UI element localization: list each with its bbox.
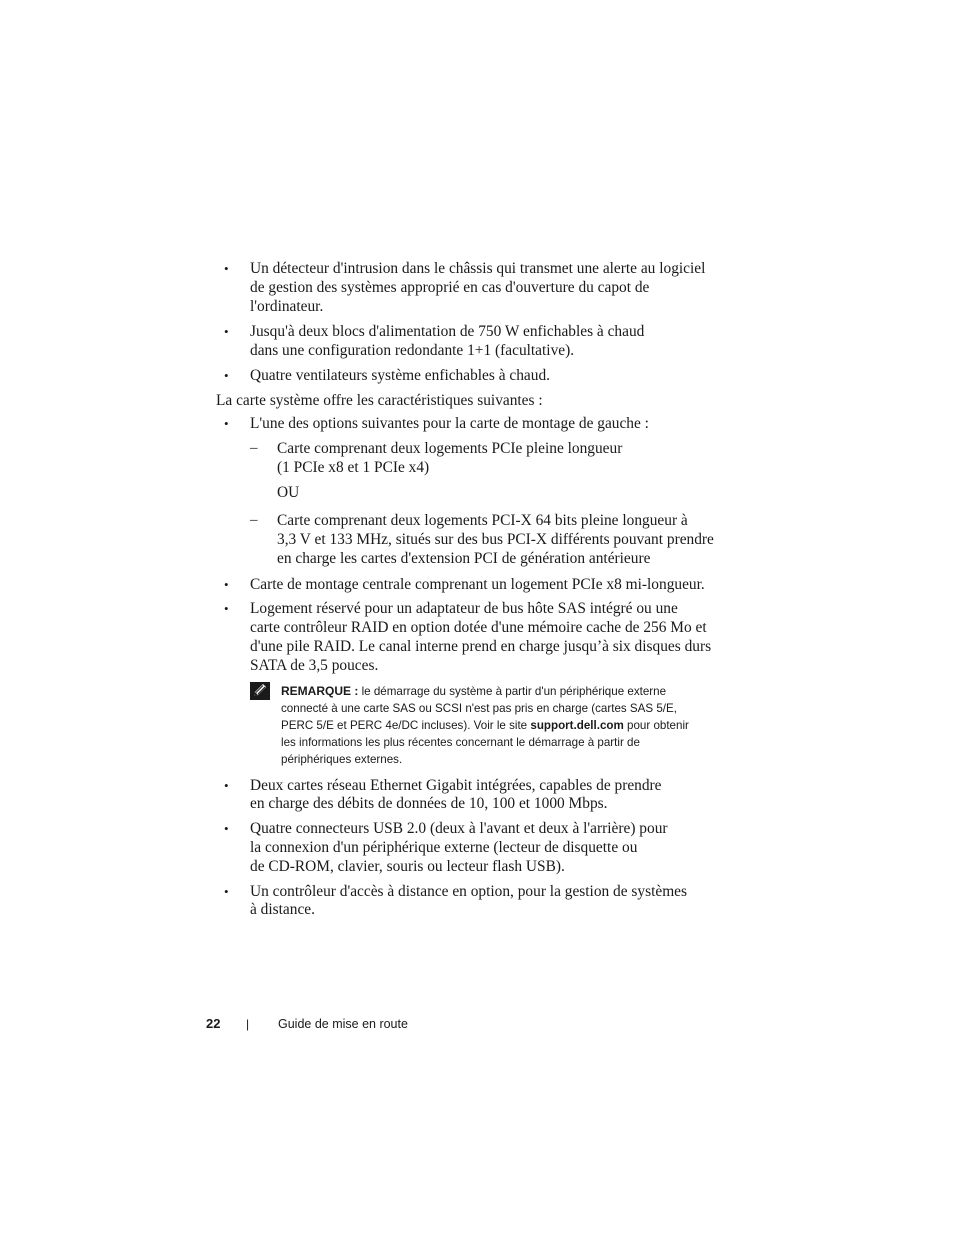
riser-option1-line1: Carte comprenant deux logements PCIe pleine longueur (277, 440, 623, 457)
list1-item1-line1: Un détecteur d'intrusion dans le châssis qui transmet une alerte au logiciel (250, 260, 706, 277)
sas-item-line2: carte contrôleur RAID en option dotée d'une mémoire cache de 256 Mo et (250, 619, 707, 636)
page-number: 22 (206, 1016, 221, 1031)
or-text: OU (277, 484, 300, 501)
note-text-line3-end: pour obtenir (627, 719, 689, 732)
riser-option2-line1: Carte comprenant deux logements PCI-X 64 bits pleine longueur à (277, 512, 688, 529)
note-text-line2: connecté à une carte SAS ou SCSI n'est pas pris en charge (cartes SAS 5/E, (281, 702, 677, 715)
note-text-line4: les informations les plus récentes concernant le démarrage à partir de (281, 736, 640, 749)
list1-item1-line2: de gestion des systèmes approprié en cas d'ouverture du capot de (250, 279, 650, 296)
bullet-marker: • (224, 821, 229, 836)
bullet-marker: • (224, 368, 229, 383)
note-line3 (281, 717, 689, 734)
list2-item3-line1: Un contrôleur d'accès à distance en option, pour la gestion de systèmes (250, 883, 688, 900)
list2-item1-line2: en charge des débits de données de 10, 100 et 1000 Mbps. (250, 795, 608, 812)
note-text-line1: le démarrage du système à partir d'un périphérique externe (361, 685, 667, 698)
bullet-marker: • (224, 416, 229, 431)
bullet-marker: • (224, 261, 229, 276)
dash-marker: – (250, 512, 258, 528)
bullet-marker: • (224, 778, 229, 793)
footer-separator: | (246, 1017, 250, 1031)
support-link[interactable]: support.dell.com (530, 719, 624, 732)
bullet-marker: • (224, 577, 229, 592)
note-text-line3: PERC 5/E et PERC 4e/DC incluses). Voir le site (281, 719, 528, 732)
list1-item2-line2: dans une configuration redondante 1+1 (facultative). (250, 342, 575, 359)
footer-title: Guide de mise en route (278, 1017, 408, 1031)
sas-item-line4: SATA de 3,5 pouces. (250, 657, 379, 674)
note-label: REMARQUE : (281, 684, 359, 698)
note-text-line5: périphériques externes. (281, 753, 403, 766)
list2-item3-line2: à distance. (250, 901, 315, 918)
list1-item1-line3: l'ordinateur. (250, 298, 324, 315)
bullet-marker: • (224, 324, 229, 339)
bullet-marker: • (224, 601, 229, 616)
note-line1 (281, 683, 666, 700)
center-riser-item: Carte de montage centrale comprenant un logement PCIe x8 mi-longueur. (250, 576, 705, 593)
intro-paragraph: La carte système offre les caractéristiques suivantes : (216, 392, 543, 409)
list1-item3-line1: Quatre ventilateurs système enfichables à chaud. (250, 367, 550, 384)
riser-option2-line2: 3,3 V et 133 MHz, situés sur des bus PCI-X différents pouvant prendre (277, 531, 714, 548)
riser-option1-line2: (1 PCIe x8 et 1 PCIe x4) (277, 459, 430, 476)
riser-item: L'une des options suivantes pour la carte de montage de gauche : (250, 415, 649, 432)
sas-item-line1: Logement réservé pour un adaptateur de bus hôte SAS intégré ou une (250, 600, 678, 617)
list1-item2-line1: Jusqu'à deux blocs d'alimentation de 750 W enfichables à chaud (250, 323, 645, 340)
sas-item-line3: d'une pile RAID. Le canal interne prend en charge jusqu’à six disques durs (250, 638, 712, 655)
list2-item2-line3: de CD-ROM, clavier, souris ou lecteur flash USB). (250, 858, 565, 875)
bullet-marker: • (224, 884, 229, 899)
dash-marker: – (250, 440, 258, 456)
list2-item1-line1: Deux cartes réseau Ethernet Gigabit intégrées, capables de prendre (250, 777, 662, 794)
list2-item2-line2: la connexion d'un périphérique externe (lecteur de disquette ou (250, 839, 638, 856)
riser-option2-line3: en charge les cartes d'extension PCI de génération antérieure (277, 550, 651, 567)
list2-item2-line1: Quatre connecteurs USB 2.0 (deux à l'avant et deux à l'arrière) pour (250, 820, 668, 837)
note-pencil-icon (250, 682, 270, 700)
